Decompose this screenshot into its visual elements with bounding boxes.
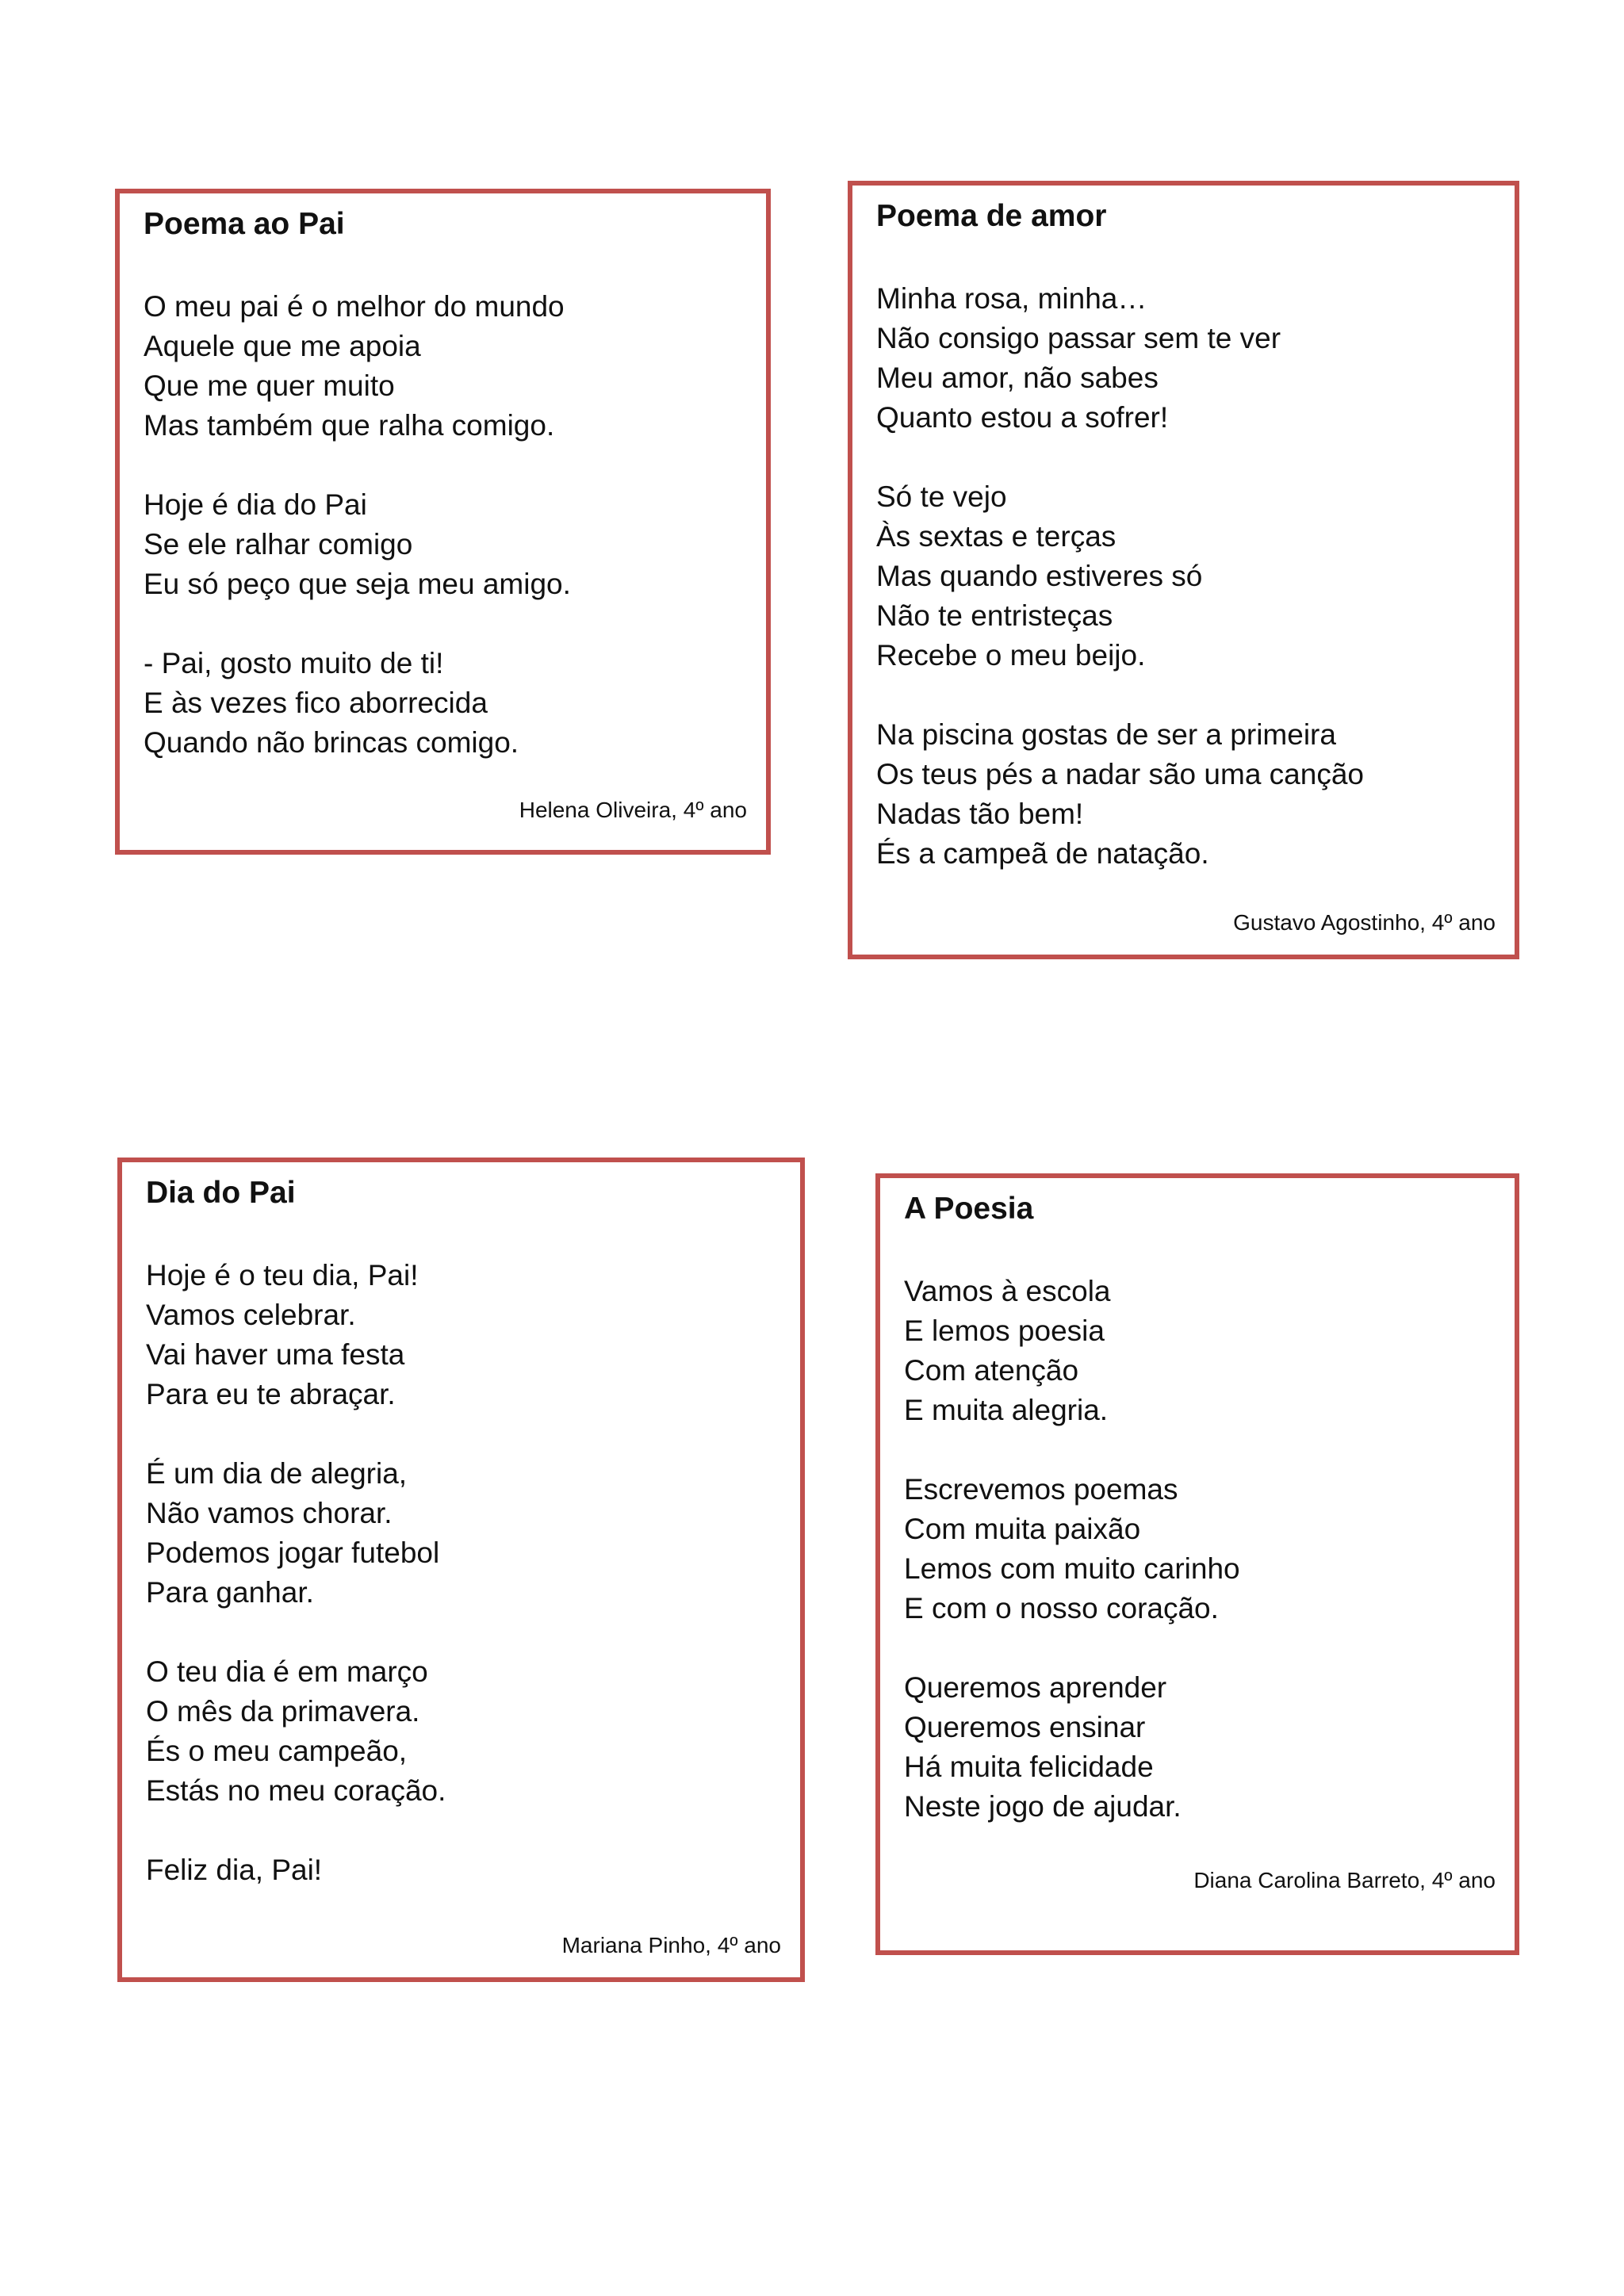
poem-author: Diana Carolina Barreto, 4º ano: [1193, 1868, 1496, 1892]
poem-line: E lemos poesia: [904, 1314, 1105, 1347]
poem-line: O mês da primavera.: [146, 1695, 420, 1728]
poem-line: Mas quando estiveres só: [876, 560, 1203, 592]
poem-card-dia-do-pai: [117, 1158, 805, 1982]
poem-line: E com o nosso coração.: [904, 1592, 1219, 1624]
poem-line: Os teus pés a nadar são uma canção: [876, 758, 1364, 790]
poem-line: Neste jogo de ajudar.: [904, 1790, 1182, 1823]
poem-line: E muita alegria.: [904, 1394, 1109, 1426]
poem-line: Não te entristeças: [876, 599, 1113, 632]
stanza: [876, 279, 1281, 438]
poem-line: Mas também que ralha comigo.: [144, 409, 555, 442]
poem-line: Estás no meu coração.: [146, 1774, 446, 1807]
poem-line: Só te vejo: [876, 480, 1007, 513]
poem-line: Quanto estou a sofrer!: [876, 401, 1169, 434]
poem-line: Queremos aprender: [904, 1671, 1167, 1704]
poem-line: - Pai, gosto muito de ti!: [144, 647, 444, 679]
poem-line: Às sextas e terças: [876, 520, 1116, 553]
poem-line: Não consigo passar sem te ver: [876, 322, 1281, 354]
stanza: [146, 1850, 322, 1890]
poem-line: És o meu campeão,: [146, 1735, 408, 1767]
poem-line: Que me quer muito: [144, 369, 395, 402]
poem-line: Eu só peço que seja meu amigo.: [144, 568, 571, 600]
poem-line: O teu dia é em março: [146, 1655, 428, 1688]
poem-line: Hoje é dia do Pai: [144, 488, 367, 521]
poem-line: Na piscina gostas de ser a primeira: [876, 718, 1336, 751]
stanza: [144, 644, 519, 763]
poem-line: É um dia de alegria,: [146, 1457, 408, 1490]
poem-line: Vamos celebrar.: [146, 1299, 356, 1331]
poem-line: Há muita felicidade: [904, 1751, 1154, 1783]
stanza: [144, 485, 571, 604]
stanza: [904, 1272, 1111, 1430]
poem-line: Recebe o meu beijo.: [876, 639, 1146, 672]
poem-line: Para eu te abraçar.: [146, 1378, 396, 1410]
poem-title: A Poesia: [904, 1192, 1034, 1226]
poem-author: Mariana Pinho, 4º ano: [561, 1933, 781, 1957]
stanza: [904, 1668, 1182, 1827]
stanza: [146, 1454, 439, 1613]
stanza: [876, 477, 1202, 675]
poem-line: Hoje é o teu dia, Pai!: [146, 1259, 419, 1292]
poem-author: Gustavo Agostinho, 4º ano: [1233, 910, 1496, 935]
stanza: [904, 1470, 1240, 1628]
poem-line: Aquele que me apoia: [144, 330, 421, 362]
stanza: [146, 1652, 446, 1811]
poem-line: Minha rosa, minha…: [876, 282, 1147, 315]
poem-line: E às vezes fico aborrecida: [144, 687, 488, 719]
poem-author: Helena Oliveira, 4º ano: [519, 798, 747, 822]
poem-line: Lemos com muito carinho: [904, 1552, 1240, 1585]
poem-line: Queremos ensinar: [904, 1711, 1146, 1743]
poem-line: Escrevemos poemas: [904, 1473, 1178, 1506]
poem-line: Vai haver uma festa: [146, 1338, 405, 1371]
poem-title: Poema de amor: [876, 199, 1107, 233]
poem-line: O meu pai é o melhor do mundo: [144, 290, 565, 323]
poem-line: Nadas tão bem!: [876, 798, 1084, 830]
stanza: [876, 715, 1364, 874]
poem-card-poema-ao-pai: [115, 189, 771, 855]
poem-line: Não vamos chorar.: [146, 1497, 393, 1529]
poem-title: Poema ao Pai: [144, 207, 345, 241]
poem-line: Com atenção: [904, 1354, 1079, 1387]
poem-line: Com muita paixão: [904, 1513, 1141, 1545]
stanza: [146, 1256, 419, 1414]
poem-title: Dia do Pai: [146, 1176, 296, 1210]
poem-card-a-poesia: [875, 1173, 1519, 1955]
poem-card-poema-de-amor: [848, 181, 1519, 959]
poem-line: Meu amor, não sabes: [876, 362, 1159, 394]
poem-line: És a campeã de natação.: [876, 837, 1209, 870]
poem-line: Podemos jogar futebol: [146, 1536, 440, 1569]
poem-line: Para ganhar.: [146, 1576, 314, 1609]
poem-line: Quando não brincas comigo.: [144, 726, 519, 759]
poem-line: Vamos à escola: [904, 1275, 1111, 1307]
poem-line: Feliz dia, Pai!: [146, 1854, 323, 1886]
poem-line: Se ele ralhar comigo: [144, 528, 413, 561]
stanza: [144, 287, 565, 446]
